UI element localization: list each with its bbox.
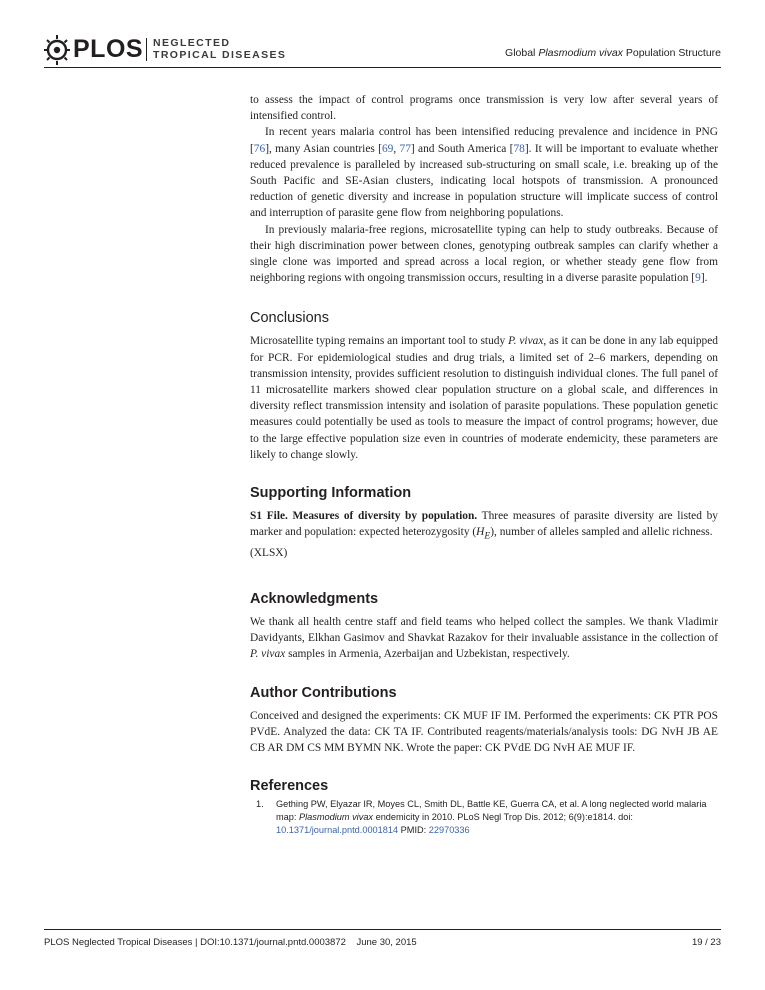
logo-wordmark: PLOS: [73, 35, 144, 63]
reference-doi-link[interactable]: 10.1371/journal.pntd.0001814: [276, 825, 399, 836]
text-run: ]. It will be important to evaluate whether reduced prevalence is paralleled by increased sub-structuring on small scale, i.e. breaking up of the South Pacific and SE-Asian clusters, indicating local hotspots of transmission. A pronounced reduction of genetic diversity and increase in population structure will implicate success of control and interruption of parasite gene flow from neighboring populations.: [250, 142, 719, 220]
text-run: Microsatellite typing remains an important tool to study: [250, 335, 509, 348]
section-heading-supporting-information: Supporting Information: [250, 485, 412, 502]
page-number: 19 / 23: [691, 937, 721, 948]
text-run: Gething PW, Elyazar IR, Moyes CL, Smith DL, Battle KE, Guerra CA, et al. A long neglected world malaria map:: [276, 799, 707, 823]
text-run: ], many Asian countries [: [265, 142, 382, 155]
section-heading-acknowledgments: Acknowledgments: [250, 590, 379, 607]
running-title-pre: Global: [505, 47, 539, 59]
section-references: [250, 778, 718, 837]
text-run: In previously malaria-free regions, microsatellite typing can help to study outbreaks. Because of their high discrimination power between clones, genotyping outbreak samples can clarify whether a single clone was imported and spread across a local region, or whether steady gene flow from neighboring regions with ongoing transmission occurs, resulting in a diverse parasite population [: [250, 223, 718, 285]
text-run: ), number of alleles sampled and allelic richness.: [490, 526, 713, 539]
text-run: PMID:: [398, 825, 429, 836]
article-body: [250, 92, 718, 837]
reference-item: [250, 798, 718, 837]
text-run: We thank all health centre staff and field teams who helped collect the samples. We thank Vladimir Davidyants, Elkhan Gasimov and Shavkat Razakov for their invaluable assistance in the collection of: [250, 615, 718, 645]
section-heading-author-contributions: Author Contributions: [250, 684, 397, 701]
supporting-file-s1: [250, 508, 718, 545]
plos-logo-icon: [43, 33, 71, 67]
paragraph-acknowledgments: [250, 614, 718, 663]
paragraph-conclusions: [250, 333, 718, 463]
paragraph-continuation: to assess the impact of control programs once transmission is very low after several years of intensified control.: [250, 94, 718, 123]
citation-link-9[interactable]: 9: [695, 272, 701, 285]
journal-name: [153, 38, 286, 61]
species-name: P. vivax: [250, 648, 286, 661]
text-run: ] and South America [: [410, 142, 514, 155]
supporting-file-title[interactable]: S1 File. Measures of diversity by population.: [250, 510, 478, 523]
section-acknowledgments: [250, 591, 718, 663]
supporting-file-format: (XLSX): [250, 546, 288, 559]
running-title: [505, 47, 721, 59]
text-run: samples in Armenia, Azerbaijan and Uzbekistan, respectively.: [285, 648, 570, 661]
running-title-post: Population Structure: [622, 47, 721, 59]
paragraph-outbreaks: [250, 222, 718, 287]
footer-citation: PLOS Neglected Tropical Diseases | DOI:10.1371/journal.pntd.0003872 June 30, 2015: [44, 937, 417, 948]
citation-link-76[interactable]: 76: [253, 142, 266, 155]
symbol-subscript: E: [484, 531, 491, 542]
text-run: ,: [393, 142, 400, 155]
section-author-contributions: [250, 685, 718, 757]
citation-link-69[interactable]: 69: [381, 142, 394, 155]
reference-number: 1.: [256, 799, 264, 810]
paragraph-control: [250, 124, 718, 221]
text-run: In recent years malaria control has been intensified reducing prevalence and incidence in PNG [: [250, 126, 718, 155]
reference-pmid-link[interactable]: 22970336: [428, 825, 470, 836]
citation-link-78[interactable]: 78: [513, 142, 525, 155]
section-heading-conclusions: Conclusions: [250, 310, 329, 327]
text-run: , as it can be done in any lab equipped for PCR. For epidemiological studies and drug trials, a limited set of 2–6 markers, depending on transmission intensity, provides sufficient resolution to distinguish individual clones. The full panel of 11 microsatellite markers showed clear population structure on a global scale, and differences in diversity reflect transmission intensity and isolation of parasite populations. These population genetic measures could potentially be used as tools to measure the impact of control programs; however, due to the large effective population size even in countries of moderate endemicity, these parameters are likely to change slowly.: [250, 335, 719, 461]
reference-text: [276, 798, 718, 837]
species-name: Plasmodium vivax: [298, 812, 374, 823]
citation-link-77[interactable]: 77: [399, 142, 411, 155]
header-rule: [44, 67, 721, 68]
section-conclusions: [250, 310, 718, 463]
heterozygosity-symbol: [476, 526, 491, 542]
text-run: ].: [700, 272, 708, 285]
symbol-main: H: [476, 526, 485, 539]
journal-name-line2: TROPICAL DISEASES: [153, 48, 287, 61]
section-heading-references: References: [250, 778, 329, 795]
text-run: endemicity in 2010. PLoS Negl Trop Dis. 2012; 6(9):e1814. doi:: [373, 812, 633, 823]
logo-divider: [146, 38, 147, 61]
journal-name-line1: NEGLECTED: [153, 37, 231, 49]
paragraph-author-contributions: Conceived and designed the experiments: CK MUF IF IM. Performed the experiments: CK PTR POS PVdE. Analyzed the data: CK TA IF. Contributed reagents/materials/analysis tools: DG NvH JB AE CB AR DM CS MM BYMN NK. Wrote the paper: CK PVdE DG NvH AE MUF IF.: [250, 709, 718, 754]
section-supporting-information: [250, 485, 718, 561]
running-title-species: Plasmodium vivax: [538, 47, 623, 59]
footer-rule: [44, 929, 721, 930]
text-run: Three measures of parasite diversity are listed by marker and population: expected heterozygosity (: [250, 510, 718, 539]
species-name: P. vivax: [508, 335, 544, 348]
